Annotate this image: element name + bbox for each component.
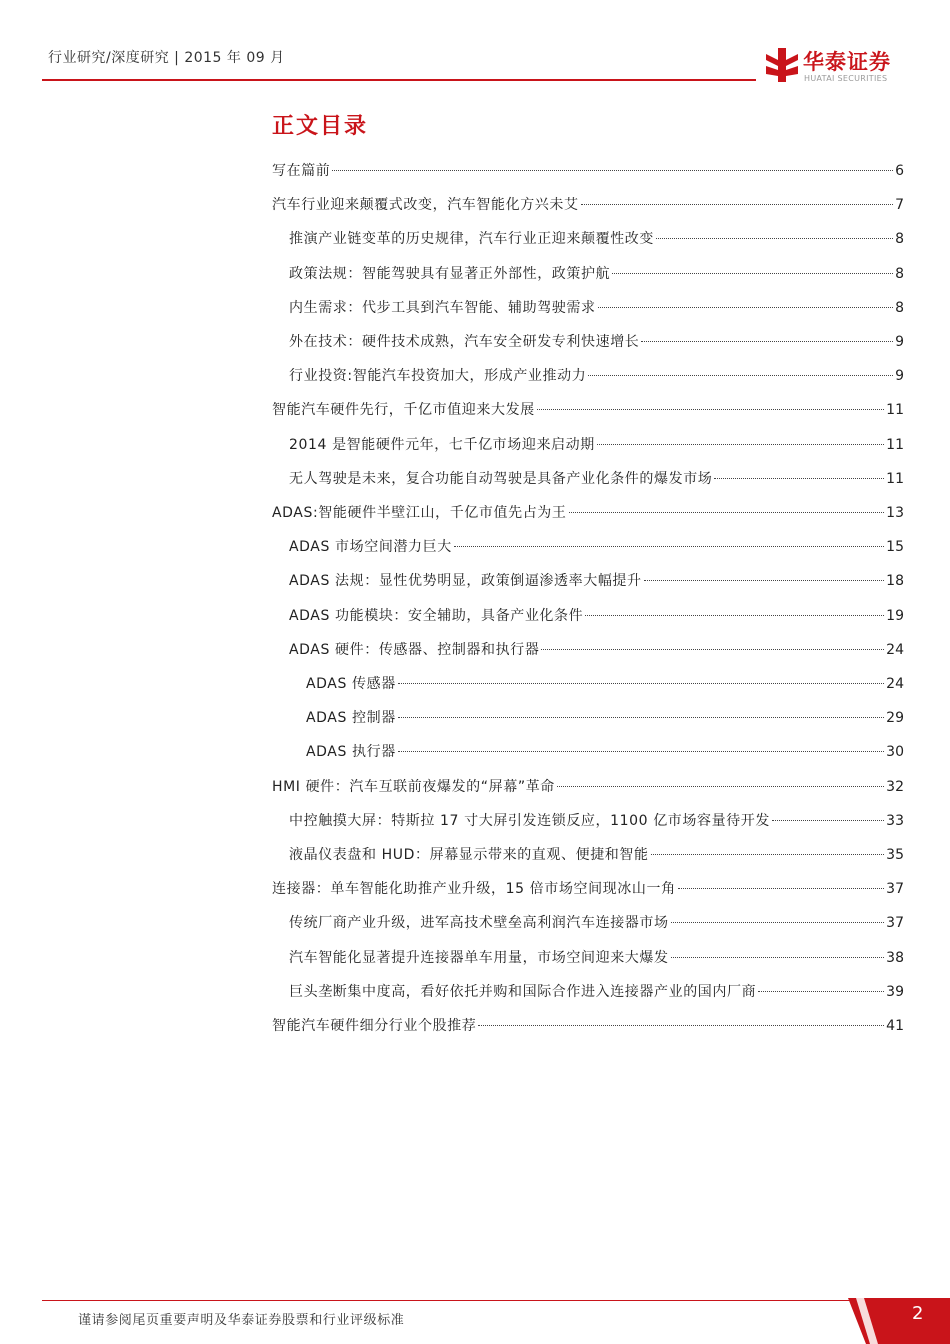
- toc-leader-dots: [597, 444, 884, 445]
- toc-entry[interactable]: [289, 947, 904, 969]
- toc-entry-page: 24: [886, 641, 904, 658]
- toc-entry-title: 汽车行业迎来颠覆式改变，汽车智能化方兴未艾: [272, 197, 579, 214]
- toc-entry-page: 38: [886, 949, 904, 966]
- toc-leader-dots: [641, 341, 893, 342]
- toc-entry-page: 9: [895, 368, 904, 385]
- toc-entry-page: 7: [895, 197, 904, 214]
- toc-entry-page: 33: [886, 812, 904, 829]
- toc-leader-dots: [588, 375, 893, 376]
- toc-entry-title: 内生需求：代步工具到汽车智能、辅助驾驶需求: [289, 299, 596, 316]
- logo-name: 华泰证券: [803, 50, 891, 74]
- toc-leader-dots: [332, 170, 893, 171]
- toc-leader-dots: [678, 888, 885, 889]
- toc-leader-dots: [644, 580, 885, 581]
- toc-entry-page: 11: [886, 436, 904, 453]
- toc-entry-title: ADAS 传感器: [306, 676, 396, 692]
- toc-entry-page: 39: [886, 983, 904, 1000]
- logo-en: HUATAI SECURITIES: [804, 74, 888, 83]
- toc-leader-dots: [537, 409, 884, 410]
- toc-leader-dots: [671, 957, 885, 958]
- toc-entry[interactable]: [306, 707, 904, 729]
- toc-entry[interactable]: [289, 810, 904, 832]
- toc-entry-page: 6: [895, 163, 904, 179]
- toc-entry-page: 9: [895, 334, 904, 350]
- toc-leader-dots: [569, 512, 885, 513]
- toc-leader-dots: [671, 922, 885, 923]
- toc-entry-page: 8: [895, 265, 904, 282]
- toc-leader-dots: [398, 683, 884, 684]
- toc-entry-title: 无人驾驶是未来，复合功能自动驾驶是具备产业化条件的爆发市场: [289, 470, 713, 487]
- toc-entry-title: ADAS 市场空间潜力巨大: [289, 539, 452, 556]
- toc-leader-dots: [541, 649, 884, 650]
- toc-entry[interactable]: [289, 605, 904, 627]
- toc-entry[interactable]: [289, 365, 904, 387]
- toc-entry[interactable]: [289, 639, 904, 661]
- toc-entry-page: 18: [886, 573, 904, 590]
- toc-entry-title: 2014 是智能硬件元年，七千亿市场迎来启动期: [289, 436, 595, 453]
- toc-entry-title: 连接器：单车智能化助推产业升级，15 倍市场空间现冰山一角: [272, 881, 676, 898]
- toc-entry-page: 37: [886, 881, 904, 898]
- toc-entry[interactable]: [289, 297, 904, 319]
- toc-leader-dots: [758, 991, 884, 992]
- toc-entry-page: 24: [886, 676, 904, 692]
- toc-entry-page: 29: [886, 710, 904, 727]
- toc-leader-dots: [581, 204, 893, 205]
- header-rule: [42, 79, 756, 81]
- toc-entry-page: 32: [886, 778, 904, 795]
- toc-entry[interactable]: [289, 981, 904, 1003]
- toc-leader-dots: [585, 615, 884, 616]
- page-number: 2: [912, 1303, 924, 1324]
- toc-leader-dots: [772, 820, 884, 821]
- page-number-tab: [848, 1298, 950, 1344]
- toc-leader-dots: [714, 478, 884, 479]
- toc-entry-title: 智能汽车硬件细分行业个股推荐: [272, 1018, 477, 1034]
- toc-entry-title: ADAS 硬件：传感器、控制器和执行器: [289, 641, 540, 658]
- logo: [766, 46, 911, 86]
- toc-entry-title: ADAS:智能硬件半壁江山，千亿市值先占为王: [272, 505, 567, 521]
- toc-entry-title: 写在篇前: [272, 163, 331, 179]
- toc-entry[interactable]: [306, 673, 904, 695]
- toc-entry-title: ADAS 功能模块：安全辅助，具备产业化条件: [289, 607, 584, 624]
- toc-entry-page: 19: [886, 607, 904, 624]
- toc-leader-dots: [656, 238, 893, 239]
- toc-leader-dots: [398, 751, 884, 752]
- toc-entry-page: 30: [886, 744, 904, 761]
- toc-entry-page: 11: [886, 470, 904, 487]
- toc-entry[interactable]: [289, 570, 904, 592]
- toc-leader-dots: [651, 854, 885, 855]
- toc-entry-title: 汽车智能化显著提升连接器单车用量，市场空间迎来大爆发: [289, 949, 669, 966]
- toc-entry[interactable]: [272, 160, 904, 182]
- toc-leader-dots: [598, 307, 893, 308]
- toc-entry-title: 政策法规：智能驾驶具有显著正外部性，政策护航: [289, 265, 611, 282]
- toc-entry-page: 15: [886, 539, 904, 556]
- toc-entry[interactable]: [289, 844, 904, 866]
- toc-entry[interactable]: [272, 399, 904, 421]
- toc-leader-dots: [454, 546, 884, 547]
- toc-entry-title: 智能汽车硬件先行，千亿市值迎来大发展: [272, 402, 535, 419]
- toc-entry-page: 37: [886, 915, 904, 932]
- toc-entry[interactable]: [272, 194, 904, 216]
- toc-entry[interactable]: [289, 536, 904, 558]
- toc-entry[interactable]: [289, 228, 904, 250]
- toc-entry-page: 8: [895, 231, 904, 248]
- toc-entry[interactable]: [289, 434, 904, 456]
- toc-entry[interactable]: [272, 776, 904, 798]
- toc-entry[interactable]: [306, 741, 904, 763]
- toc-entry-title: 中控触摸大屏：特斯拉 17 寸大屏引发连锁反应，1100 亿市场容量待开发: [289, 812, 770, 829]
- toc-entry-title: ADAS 控制器: [306, 710, 396, 727]
- toc-entry-title: HMI 硬件：汽车互联前夜爆发的“屏幕”革命: [272, 778, 555, 795]
- toc-entry-title: 推演产业链变革的历史规律，汽车行业正迎来颠覆性改变: [289, 231, 654, 248]
- header-text: 行业研究/深度研究 | 2015 年 09 月: [48, 50, 285, 66]
- toc-leader-dots: [557, 786, 884, 787]
- toc-entry-page: 8: [895, 299, 904, 316]
- toc-entry[interactable]: [289, 468, 904, 490]
- toc-entry-title: 传统厂商产业升级，进军高技术壁垒高利润汽车连接器市场: [289, 915, 669, 932]
- toc-leader-dots: [612, 273, 893, 274]
- toc-entry-page: 13: [886, 505, 904, 521]
- toc-entry-page: 41: [886, 1018, 904, 1034]
- toc-entry[interactable]: [289, 331, 904, 353]
- toc-entry[interactable]: [272, 1015, 904, 1037]
- toc-entry[interactable]: [289, 912, 904, 934]
- toc-entry[interactable]: [272, 878, 904, 900]
- toc-entry-title: 外在技术：硬件技术成熟，汽车安全研发专利快速增长: [289, 334, 640, 350]
- toc-entry-title: 液晶仪表盘和 HUD：屏幕显示带来的直观、便捷和智能: [289, 847, 649, 863]
- toc-entry[interactable]: [289, 263, 904, 285]
- toc-entry[interactable]: [272, 502, 904, 524]
- huatai-logo-icon: [766, 48, 798, 82]
- footer-disclaimer: 谨请参阅尾页重要声明及华泰证券股票和行业评级标准: [78, 1313, 405, 1328]
- footer-rule: [42, 1300, 862, 1301]
- toc-entry-title: ADAS 执行器: [306, 744, 396, 761]
- toc-leader-dots: [398, 717, 884, 718]
- toc-leader-dots: [478, 1025, 884, 1026]
- toc-entry-title: 巨头垄断集中度高，看好依托并购和国际合作进入连接器产业的国内厂商: [289, 983, 757, 1000]
- toc-entry-title: 行业投资:智能汽车投资加大，形成产业推动力: [289, 368, 587, 385]
- toc-entry-title: ADAS 法规：显性优势明显，政策倒逼渗透率大幅提升: [289, 573, 642, 590]
- toc-entry-page: 35: [886, 847, 904, 863]
- toc-title: 正文目录: [272, 114, 369, 139]
- toc-entry-page: 11: [886, 402, 904, 419]
